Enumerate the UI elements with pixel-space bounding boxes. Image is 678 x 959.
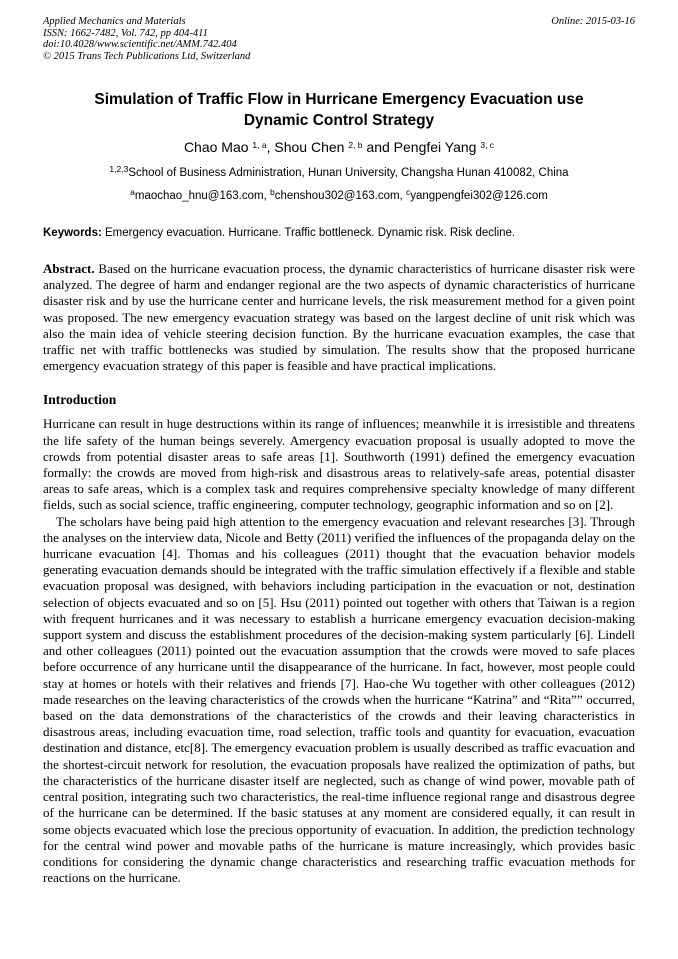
journal-header [43, 16, 635, 62]
author-superscript: 2, b [348, 140, 363, 150]
journal-copyright-line: © 2015 Trans Tech Publications Ltd, Switzerland [43, 50, 251, 62]
paper-title [43, 89, 635, 131]
author-name: Chao Mao [183, 139, 253, 155]
email-address: maochao_hnu@163.com, [134, 190, 267, 202]
introduction-paragraph-2: The scholars have being paid high attention to the emergency evacuation and relevant researches [3]. Through the analyses on the interview data, Nicole and Betty (2011) verified the influences of the propaganda delay on the hurricane evacuation [4]. Thomas and his colleagues (2011) thought that the evacuation behavior models generating evacuation demands should be integrated with the traffic simulation effectively if a flexible and stable evacuation proposal was designed, with behaviors including participation in the evacuation or not, destination selection of objects evacuated and so on [5]. Hsu (2011) pointed out together with others that Taiwan is a region with frequent hurricanes and it was necessary to establish a hurricane emergency evacuation decision-making support system and discuss the establishment procedures of the decision-making system particularly [6]. Lindell and other colleagues (2011) pointed out the evacuation assumption that the crowds were moved to safe places before occurrence of any hurricane until the disappearance of the hurricane. In fact, however, most people could stay at homes or hotels with their relatives and friends [7]. Hao-che Wu together with other colleagues (2012) made researches on the leaving characteristics of the crowds when the hurricane “Katrina” and “Rita”” occurred, based on the data demonstrations of the characteristics of the crowds and their leaving characteristics in disastrous areas, including evacuation time, road selection, traffic tools and quantity for evacuation, evacuation destination and distance, etc[8]. The emergency evacuation problem is usually described as traffic evacuation and the shortest-circuit network for resolution, the evacuation proposals have realized the optimization of paths, but the characteristics of the hurricane disaster itself are neglected, such as change of wind power, movable path of central position, integrating such two characteristics, the real-time influence regional range and disastrous degree of the hurricane can be determined. If the basic statuses at any moment are considered equally, it can result in some objects evacuated which lose the precious opportunity of evacuation. In addition, the prediction technology for the central wind power and movable paths of the hurricane is mature increasingly, which provides basic conditions for considering the dynamic change characteristics and researching traffic evacuation methods for reactions on the hurricane. [43, 513, 635, 886]
affiliation-line [43, 166, 635, 180]
abstract-text: Based on the hurricane evacuation process, the dynamic characteristics of hurricane disaster risk were analyzed. The degree of harm and endanger regional are the two aspects of dynamic characteristics of hurricane disaster risk and by use the hurricane center and hurricane levels, the risk measurement method for a given point was proposed. The new emergency evacuation strategy was based on the largest decline of unit risk which was also the main idea of vehicle steering decision function. By the hurricane evacuation examples, the case that traffic net with traffic bottlenecks was studied by simulation. The results show that the proposed hurricane emergency evacuation strategy of this paper is feasible and have practical implications. [43, 261, 635, 374]
email-address: chenshou302@163.com, [274, 190, 403, 202]
keywords-line [43, 226, 635, 240]
email-superscript: c [405, 187, 411, 197]
journal-doi-line: doi:10.4028/www.scientific.net/AMM.742.404 [43, 39, 237, 50]
journal-issn-line: ISSN: 1662-7482, Vol. 742, pp 404-411 [43, 27, 208, 39]
journal-name: Applied Mechanics and Materials [43, 16, 186, 27]
keywords-label: Keywords: [43, 227, 102, 239]
author-byline [43, 138, 635, 156]
author-name: Shou Chen [274, 139, 349, 155]
author-separator: and [362, 139, 394, 155]
introduction-body [43, 416, 635, 886]
email-address: yangpengfei302@126.com [410, 190, 548, 202]
journal-header-left [43, 16, 250, 62]
affiliation-text: School of Business Administration, Hunan University, Changsha Hunan 410082, China [128, 167, 569, 179]
online-date: Online: 2015-03-16 [551, 16, 635, 27]
paper-title-line1: Simulation of Traffic Flow in Hurricane Emergency Evacuation use [94, 91, 584, 108]
section-heading-introduction: Introduction [43, 392, 117, 408]
email-superscript: a [130, 187, 135, 197]
email-superscript: b [269, 187, 275, 197]
abstract-paragraph [43, 261, 635, 374]
introduction-paragraph-1: Hurricane can result in huge destructions within its range of influences; meanwhile it is irresistible and threatens the life safety of the human beings severely. Amergency evacuation proposal is usually adopted to move the crowds from potential disaster areas to safe areas [1]. Southworth (1991) defined the emergency evacuation formally: the crowds are moved from high-risk and disastrous areas to relatively-safe areas, potential disaster areas to safe areas, which is a complex task and requires comprehensive specialty knowledge of many different fields, such as social science, traffic engineering, computer technology, geographic information and so on [2]. [43, 416, 635, 513]
affiliation-superscript: 1,2,3 [109, 164, 129, 174]
abstract-label: Abstract. [43, 261, 95, 276]
author-separator: , [266, 139, 275, 155]
keywords-text: Emergency evacuation. Hurricane. Traffic bottleneck. Dynamic risk. Risk decline. [105, 227, 516, 239]
email-line [43, 189, 635, 203]
author-superscript: 3, c [480, 140, 495, 150]
paper-title-line2: Dynamic Control Strategy [243, 112, 435, 129]
author-name: Pengfei Yang [393, 139, 481, 155]
author-superscript: 1, a [252, 140, 267, 150]
